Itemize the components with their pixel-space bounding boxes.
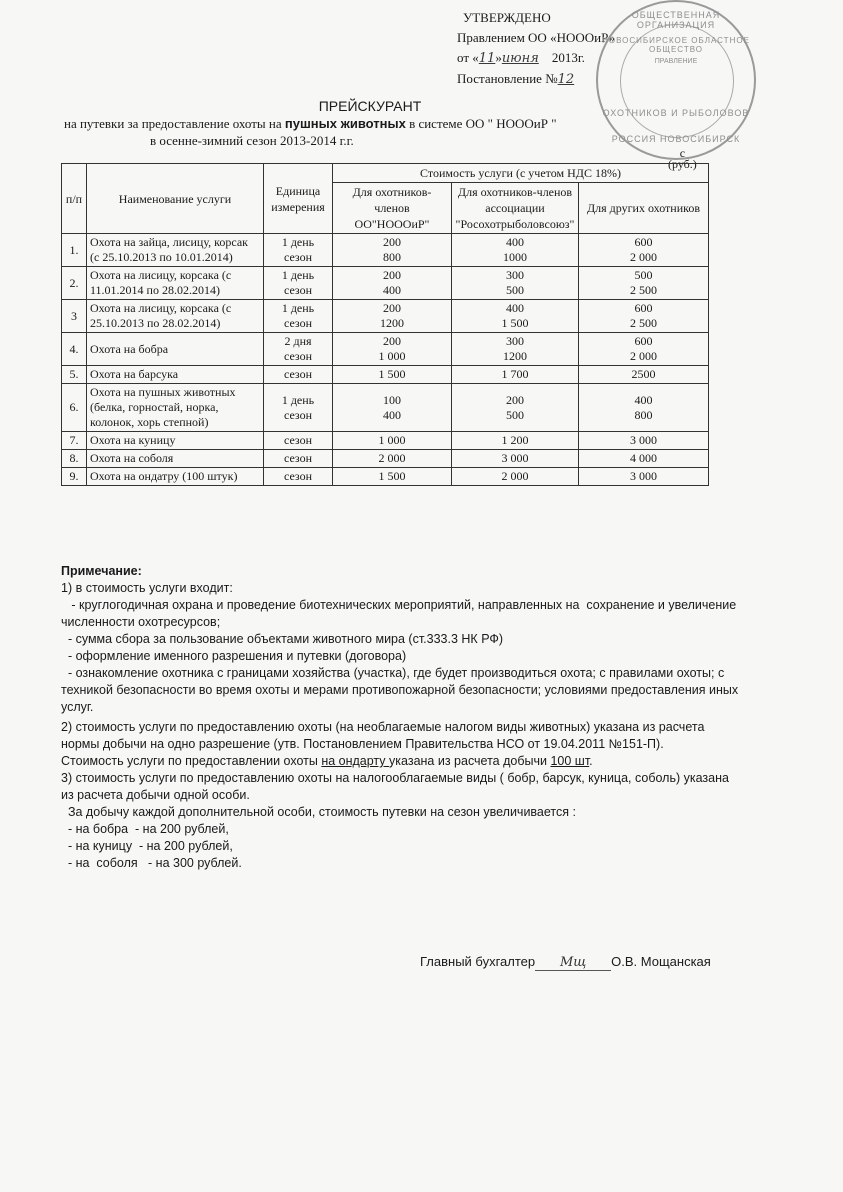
approval-year: 2013г. xyxy=(551,50,585,65)
price-others-value: 2 500 xyxy=(630,283,657,297)
unit-cell-value: 1 день xyxy=(281,235,315,249)
note-2: 2) стоимость услуги по предоставлению охоты (на необлагаемые налогом виды животных) указана из расчета нормы добычи на одно разрешение (утв. Постановлением Правительства НСО от 19.04.2011 №151-П). xyxy=(61,720,705,751)
service-name: Охота на лисицу, корсака (с 11.01.2014 по 28.02.2014) xyxy=(87,267,264,300)
price-others xyxy=(579,267,709,300)
header-association: Для охотников-членов ассоциации "Росохотрыболовсоюз" xyxy=(452,183,579,234)
table-row xyxy=(62,384,709,432)
price-others-value: 500 xyxy=(634,268,653,282)
price-association-value: 1 200 xyxy=(501,433,529,447)
price-association xyxy=(452,267,579,300)
price-members-value: 200 xyxy=(383,334,401,348)
price-others-value: 400 xyxy=(634,392,653,407)
unit-cell-value: сезон xyxy=(283,407,313,422)
price-others xyxy=(579,300,709,333)
price-members-value: 1200 xyxy=(380,316,404,330)
price-members xyxy=(333,366,452,384)
unit-cell xyxy=(264,432,333,450)
stamp-text-outer-top: ОБЩЕСТВЕННАЯ ОРГАНИЗАЦИЯ xyxy=(631,10,721,30)
header-members: Для охотников-членов ОО"НОООиР" xyxy=(333,183,452,234)
service-name: Охота на куницу xyxy=(87,432,264,450)
document-season: в осенне-зимний сезон 2013-2014 г.г. xyxy=(150,133,354,148)
price-members-value: 200 xyxy=(383,268,401,282)
price-association xyxy=(452,384,579,432)
price-members xyxy=(333,384,452,432)
service-name: Охота на лисицу, корсака (с 25.10.2013 по 28.02.2014) xyxy=(87,300,264,333)
approval-day: 11 xyxy=(478,51,496,66)
price-association xyxy=(452,432,579,450)
price-others-value: 2 000 xyxy=(630,349,657,363)
unit-cell-value: сезон xyxy=(283,433,313,447)
stamp-text-outer-bottom: РОССИЯ НОВОСИБИРСК xyxy=(611,134,741,144)
price-members xyxy=(333,468,452,486)
price-association-value: 500 xyxy=(506,407,524,422)
price-others-value: 600 xyxy=(634,235,653,249)
approval-block xyxy=(457,8,615,90)
price-members-value: 200 xyxy=(383,235,401,249)
price-association-value: 500 xyxy=(506,283,524,297)
price-others xyxy=(579,432,709,450)
unit-cell xyxy=(264,366,333,384)
price-association-value: 300 xyxy=(506,334,524,348)
row-number: 4. xyxy=(62,333,87,366)
header-unit: Единица измерения xyxy=(264,164,333,234)
price-others-value: 2 500 xyxy=(630,316,657,330)
price-others-value: 2 000 xyxy=(630,250,657,264)
price-association-value: 300 xyxy=(506,268,524,282)
price-members xyxy=(333,333,452,366)
notes-section xyxy=(61,563,741,872)
price-others xyxy=(579,468,709,486)
approval-heading: УТВЕРЖДЕНО xyxy=(463,10,551,25)
price-table-body xyxy=(62,234,709,486)
price-table xyxy=(61,163,709,486)
price-members xyxy=(333,267,452,300)
price-members-value: 800 xyxy=(383,250,401,264)
service-name: Охота на бобра xyxy=(87,333,264,366)
approval-resolution: Постановление №12 xyxy=(457,71,575,87)
header-others: Для других охотников xyxy=(579,183,709,234)
unit-cell xyxy=(264,450,333,468)
note-2b: Стоимость услуги по предоставлении охоты на ондарту указана из расчета добычи 100 шт. xyxy=(61,754,593,768)
header-name: Наименование услуги xyxy=(87,164,264,234)
price-association xyxy=(452,468,579,486)
service-name: Охота на соболя xyxy=(87,450,264,468)
unit-cell-value: сезон xyxy=(283,469,313,483)
note-1d: - ознакомление охотника с границами хозяйства (участка), где будет производиться охота; с правилами охоты; с техникой безопасности во время охоты и мерами противопожарной безопасности; условиями предоставления иных услуг. xyxy=(61,666,742,714)
price-members xyxy=(333,450,452,468)
table-row xyxy=(62,366,709,384)
row-number: 6. xyxy=(62,384,87,432)
notes-title: Примечание: xyxy=(61,564,142,578)
price-members xyxy=(333,234,452,267)
table-row xyxy=(62,468,709,486)
unit-cell-value: 1 день xyxy=(281,268,315,282)
price-association-value: 1 500 xyxy=(501,316,529,330)
price-others-value: 3 000 xyxy=(630,433,657,447)
price-members-value: 1 000 xyxy=(378,433,406,447)
price-others-value: 3 000 xyxy=(630,469,657,483)
price-association xyxy=(452,300,579,333)
approval-date: от «11»июня 2013г. xyxy=(457,50,585,66)
price-others-value: 800 xyxy=(634,407,653,422)
table-row xyxy=(62,300,709,333)
price-members xyxy=(333,432,452,450)
price-association-value: 400 xyxy=(506,235,524,249)
price-others-value: 4 000 xyxy=(630,451,657,465)
approval-month: июня xyxy=(501,51,539,66)
unit-cell-value: сезон xyxy=(283,283,313,297)
price-members-value: 400 xyxy=(383,407,401,422)
signature-name: О.В. Мощанская xyxy=(611,954,711,969)
row-number: 1. xyxy=(62,234,87,267)
price-association xyxy=(452,450,579,468)
row-number: 3 xyxy=(62,300,87,333)
price-association-value: 200 xyxy=(506,392,524,407)
unit-cell-value: сезон xyxy=(283,349,313,363)
header-cost-group: Стоимость услуги (с учетом НДС 18%) xyxy=(333,164,709,183)
price-members xyxy=(333,300,452,333)
price-association-value: 1200 xyxy=(503,349,527,363)
price-association-value: 1 700 xyxy=(501,367,529,381)
price-members-value: 2 000 xyxy=(378,451,406,465)
service-name: Охота на зайца, лисицу, корсак (с 25.10.2013 по 10.01.2014) xyxy=(87,234,264,267)
price-members-value: 1 000 xyxy=(378,349,406,363)
signature-block xyxy=(420,954,711,971)
header-num: п/п xyxy=(62,164,87,234)
unit-cell-value: сезон xyxy=(283,250,313,264)
price-members-value: 1 500 xyxy=(378,469,406,483)
price-others-value: 600 xyxy=(634,301,653,315)
table-row xyxy=(62,234,709,267)
price-members-value: 400 xyxy=(383,283,401,297)
row-number: 8. xyxy=(62,450,87,468)
document-title: ПРЕЙСКУРАНТ xyxy=(318,98,422,114)
row-number: 5. xyxy=(62,366,87,384)
price-others-value: 2500 xyxy=(631,367,656,381)
note-1a: - круглогодичная охрана и проведение биотехнических мероприятий, направленных на сохранение и увеличение численности охотресурсов; xyxy=(61,598,740,629)
price-others xyxy=(579,234,709,267)
unit-cell xyxy=(264,384,333,432)
unit-cell xyxy=(264,333,333,366)
table-row xyxy=(62,432,709,450)
note-extra-sable: - на соболя - на 300 рублей. xyxy=(61,856,242,870)
price-others xyxy=(579,366,709,384)
price-association-value: 1000 xyxy=(503,250,527,264)
signature-role: Главный бухгалтер xyxy=(420,954,536,969)
price-members-value: 1 500 xyxy=(378,367,406,381)
price-members-value: 100 xyxy=(383,392,401,407)
table-row xyxy=(62,450,709,468)
table-row xyxy=(62,267,709,300)
price-association-value: 400 xyxy=(506,301,524,315)
price-association xyxy=(452,366,579,384)
unit-cell-value: 1 день xyxy=(281,301,315,315)
price-others xyxy=(579,450,709,468)
unit-cell xyxy=(264,234,333,267)
unit-cell xyxy=(264,300,333,333)
currency-unit-note: с (руб.) xyxy=(668,146,697,171)
price-association-value: 2 000 xyxy=(501,469,529,483)
unit-cell-value: 2 дня xyxy=(284,334,312,348)
row-number: 7. xyxy=(62,432,87,450)
price-association-value: 3 000 xyxy=(501,451,529,465)
unit-cell-value: сезон xyxy=(283,451,313,465)
unit-cell-value: сезон xyxy=(283,316,313,330)
table-row xyxy=(62,333,709,366)
organization-stamp xyxy=(596,0,756,160)
price-association xyxy=(452,333,579,366)
price-others-value: 600 xyxy=(634,334,653,348)
row-number: 2. xyxy=(62,267,87,300)
resolution-number: 12 xyxy=(557,72,575,87)
stamp-text-inner-top: НОВОСИБИРСКОЕ ОБЛАСТНОЕ ОБЩЕСТВО xyxy=(602,36,750,54)
price-association xyxy=(452,234,579,267)
unit-cell xyxy=(264,468,333,486)
price-others xyxy=(579,333,709,366)
note-1-intro: 1) в стоимость услуги входит: xyxy=(61,581,233,595)
note-3b: За добычу каждой дополнительной особи, стоимость путевки на сезон увеличивается : xyxy=(61,805,576,819)
approval-body: Правлением ОО «НОООиР» xyxy=(457,30,616,45)
price-others xyxy=(579,384,709,432)
stamp-text-inner-bottom: ОХОТНИКОВ И РЫБОЛОВОВ xyxy=(602,108,750,118)
row-number: 9. xyxy=(62,468,87,486)
note-3: 3) стоимость услуги по предоставлению охоты на налогооблагаемые виды ( бобр, барсук, куница, соболь) указана из расчета добычи одной особи. xyxy=(61,771,729,802)
unit-cell-value: 1 день xyxy=(281,392,315,407)
service-name: Охота на пушных животных (белка, горностай, норка, колонок, хорь степной) xyxy=(87,384,264,432)
note-extra-marten: - на куницу - на 200 рублей, xyxy=(61,839,233,853)
note-extra-beaver: - на бобра - на 200 рублей, xyxy=(61,822,229,836)
service-name: Охота на ондатру (100 штук) xyxy=(87,468,264,486)
note-1c: - оформление именного разрешения и путевки (договора) xyxy=(61,649,407,663)
document-subtitle: на путевки за предоставление охоты на пушных животных в системе ОО " НОООиР " xyxy=(64,116,557,131)
note-1b: - сумма сбора за пользование объектами животного мира (ст.333.3 НК РФ) xyxy=(61,632,504,646)
unit-cell xyxy=(264,267,333,300)
stamp-text-center: ПРАВЛЕНИЕ xyxy=(654,58,698,65)
price-members-value: 200 xyxy=(383,301,401,315)
service-name: Охота на барсука xyxy=(87,366,264,384)
handwritten-signature: Мщ xyxy=(535,955,611,971)
unit-cell-value: сезон xyxy=(283,367,313,381)
